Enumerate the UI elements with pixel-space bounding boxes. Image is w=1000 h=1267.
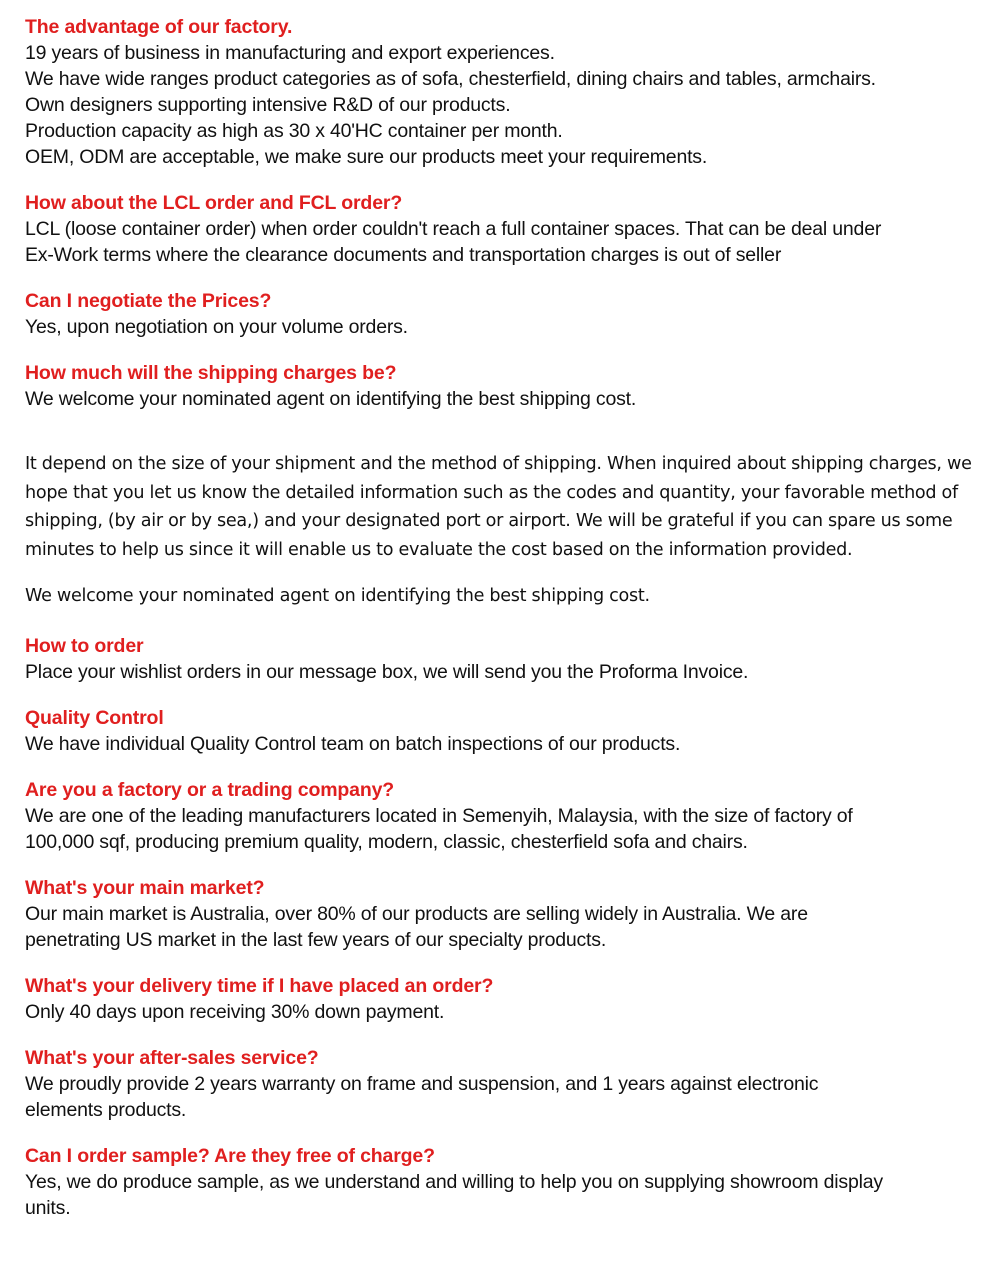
faq-body-line: We welcome your nominated agent on identifying the best shipping cost. — [25, 388, 637, 410]
faq-heading: Are you a factory or a trading company? — [25, 778, 395, 801]
faq-section-main-market — [25, 875, 990, 953]
faq-body-line: We have individual Quality Control team on batch inspections of our products. — [25, 732, 681, 755]
paragraph-spacer — [25, 432, 990, 450]
faq-body-line: OEM, ODM are acceptable, we make sure our products meet your requirements. — [25, 146, 708, 168]
faq-section-delivery-time — [25, 973, 990, 1025]
faq-body-line: units. — [25, 1196, 71, 1219]
faq-heading: How much will the shipping charges be? — [25, 362, 397, 384]
faq-body-line: We proudly provide 2 years warranty on frame and suspension, and 1 years against electronic — [25, 1072, 819, 1095]
faq-heading: Quality Control — [25, 706, 164, 729]
faq-body-line: Yes, we do produce sample, as we understand and willing to help you on supplying showroom display — [25, 1170, 883, 1193]
faq-heading: How to order — [25, 634, 144, 657]
faq-section-how-to-order — [25, 633, 990, 685]
faq-body-line: LCL (loose container order) when order couldn't reach a full container spaces. That can be deal under — [25, 218, 882, 240]
faq-body-line: Production capacity as high as 30 x 40'HC container per month. — [25, 120, 563, 142]
faq-section-negotiate-prices — [25, 288, 990, 340]
faq-heading: What's your after-sales service? — [25, 1046, 319, 1069]
faq-body-line: Yes, upon negotiation on your volume orders. — [25, 316, 408, 338]
faq-section-order-sample — [25, 1143, 990, 1221]
faq-body-line: Place your wishlist orders in our message box, we will send you the Proforma Invoice. — [25, 660, 749, 683]
faq-body-line: Own designers supporting intensive R&D of our products. — [25, 94, 511, 116]
faq-section-factory-or-trading — [25, 777, 990, 855]
faq-section-shipping-charges — [25, 360, 990, 412]
faq-body-line: 100,000 sqf, producing premium quality, modern, classic, chesterfield sofa and chairs. — [25, 830, 748, 853]
faq-heading: How about the LCL order and FCL order? — [25, 192, 403, 214]
faq-heading: What's your delivery time if I have placed an order? — [25, 974, 494, 997]
faq-body-line: elements products. — [25, 1098, 187, 1121]
shipping-detail-closing-line: We welcome your nominated agent on identifying the best shipping cost. — [25, 586, 650, 606]
faq-body-line: Our main market is Australia, over 80% of our products are selling widely in Australia. We are — [25, 902, 808, 925]
faq-body-line: 19 years of business in manufacturing and export experiences. — [25, 42, 555, 64]
shipping-detail-paragraph: It depend on the size of your shipment and the method of shipping. When inquired about shipping charges, we hope that you let us know the detailed information such as the codes and quantity, your favorable method of shipping, (by air or by sea,) and your designated port or airport. We will be grateful if you can spare us some minutes to help us since it will enable us to evaluate the cost based on the information provided. — [25, 454, 972, 560]
faq-body-line: Ex-Work terms where the clearance documents and transportation charges is out of seller — [25, 244, 782, 266]
faq-body-line: We are one of the leading manufacturers located in Semenyih, Malaysia, with the size of factory of — [25, 804, 853, 827]
faq-section-quality-control — [25, 705, 990, 757]
faq-section-advantage — [25, 14, 990, 170]
faq-body-line: Only 40 days upon receiving 30% down payment. — [25, 1000, 445, 1023]
faq-heading: The advantage of our factory. — [25, 16, 293, 38]
faq-heading: Can I order sample? Are they free of charge? — [25, 1144, 435, 1167]
faq-heading: Can I negotiate the Prices? — [25, 290, 272, 312]
paragraph-spacer — [25, 564, 990, 582]
faq-body-line: penetrating US market in the last few years of our specialty products. — [25, 928, 607, 951]
faq-section-after-sales-service — [25, 1045, 990, 1123]
section-spacer — [25, 611, 990, 633]
faq-body-line: We have wide ranges product categories as of sofa, chesterfield, dining chairs and tables, armchairs. — [25, 68, 876, 90]
faq-heading: What's your main market? — [25, 876, 265, 899]
faq-section-lcl-fcl — [25, 190, 990, 268]
